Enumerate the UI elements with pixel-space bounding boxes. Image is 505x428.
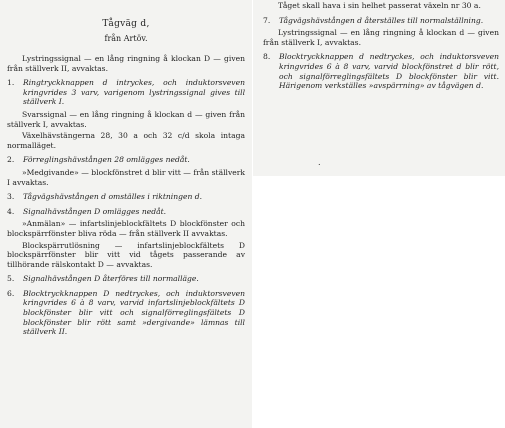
list-number: 7. — [263, 15, 271, 25]
paragraph-blockspärrutlosning: Blockspärrutlösning — infartslinjeblockfältets D blockspärrfönster blir vitt vid tågets passerande av tillhörande rälskontakt D — avvaktas. — [7, 240, 245, 269]
list-number: 1. — [7, 78, 15, 88]
paragraph-svarssignal: Svarssignal — en lång ringning å klockan d — given från ställverk I, avvaktas. — [7, 109, 245, 129]
left-text-column — [7, 18, 245, 340]
list-item-5 — [7, 274, 245, 284]
list-item-1 — [7, 78, 245, 107]
list-number: 5. — [7, 274, 15, 284]
paragraph-lystringssignal-2: Lystringssignal — en lång ringning å klockan d — given från ställverk I, avvaktas. — [263, 28, 499, 47]
list-text: Signalhävstången D omlägges nedåt. — [23, 206, 167, 216]
list-item-3 — [7, 192, 245, 202]
paragraph-medgivande: »Medgivande» — blockfönstret d blir vitt — från ställverk I avvaktas. — [7, 167, 245, 187]
section-subtitle: från Artöv. — [104, 34, 148, 43]
list-text: Förreglingshävstången 28 omlägges nedåt. — [23, 155, 190, 165]
paragraph-taget-passerat: Tåget skall hava i sin helhet passerat växeln nr 30 a. — [278, 1, 481, 10]
left-page-scan — [0, 0, 252, 428]
list-text: Signalhävstången D återföres till normalläge. — [23, 274, 199, 284]
list-text: Ringtryckknappen d intryckes, och induktorsveven kringvrides 3 varv, varigenom lystringssignal gives till ställverk I. — [23, 78, 245, 107]
list-number: 4. — [7, 206, 15, 216]
list-item-2 — [7, 155, 245, 165]
trailing-dot: . — [318, 158, 321, 167]
list-text: Blocktryckknappen d nedtryckes, och induktorsveven kringvrides 6 à 8 varv, varvid blockfönstret d blir rött, och signalförreglingsfältets D blockfönster blir vitt. Härigenom verkställes »avspärrning» av tågvägen d. — [279, 52, 499, 91]
list-number: 2. — [7, 155, 15, 165]
list-text: Tågvägshävstången d återställes till normalställning. — [279, 15, 484, 25]
list-number: 6. — [7, 288, 15, 298]
list-number: 8. — [263, 52, 271, 62]
list-item-8 — [263, 52, 499, 90]
list-item-4 — [7, 207, 245, 217]
right-text-column — [263, 1, 499, 94]
paragraph-vaxelhavstangerna: Växelhävstängerna 28, 30 a och 32 c/d skola intaga normalläget. — [7, 131, 245, 150]
list-text: Tågvägshävstången d omställes i riktningen d. — [23, 192, 203, 202]
list-number: 3. — [7, 192, 15, 202]
list-item-6 — [7, 289, 245, 337]
list-text: Blocktryckknappen D nedtryckes, och induktorsveven kringvrides 6 à 8 varv, varvid infartslinjeblockfältets D blockfönster blir vitt och signalförreglingsfältets D blockfönster blir rött samt »dergivande» lämnas till ställverk II. — [23, 288, 245, 337]
list-item-7 — [263, 16, 499, 26]
paragraph-anmalan: »Anmälan» — infartslinjeblockfältets D blockfönster och blockspärrfönster bliva röda — från ställverk II avvaktas. — [7, 219, 245, 238]
right-page-scan — [253, 0, 505, 176]
paragraph-lystringssignal: Lystringssignal — en lång ringning å klockan D — given från ställverk II, avvaktas. — [7, 54, 245, 73]
section-title: Tågväg d, — [102, 19, 150, 29]
